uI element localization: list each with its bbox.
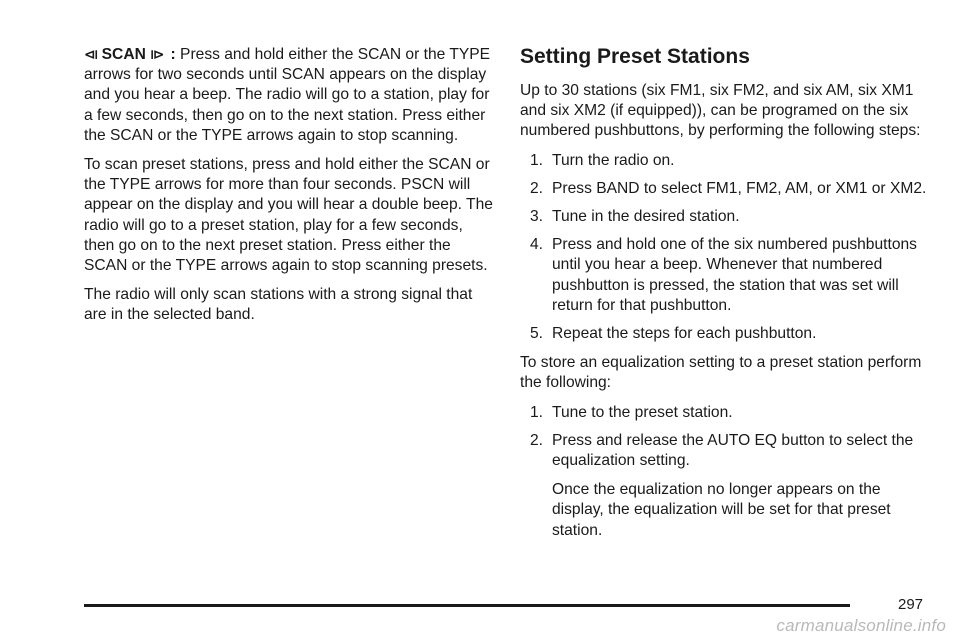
step-text: Tune in the desired station. — [552, 208, 740, 226]
preset-steps-list — [520, 151, 930, 345]
step-text: Press and hold one of the six numbered pushbuttons until you hear a beep. Whenever that numbered pushbutton is pressed, the station that was set will return for that pushbutton. — [552, 236, 917, 314]
eq-intro: To store an equalization setting to a preset station perform the following: — [520, 354, 922, 392]
scan-label: SCAN — [101, 46, 146, 63]
step-text: Turn the radio on. — [552, 151, 675, 169]
eq-note: Once the equalization no longer appears on the display, the equalization will be set for that preset station. — [552, 481, 891, 539]
section-heading: Setting Preset Stations — [520, 45, 750, 68]
step-text: Press BAND to select FM1, FM2, AM, or XM1 or XM2. — [552, 179, 927, 197]
left-column — [84, 44, 494, 335]
list-item — [520, 207, 930, 227]
scan-paragraph — [84, 44, 494, 146]
list-item — [520, 431, 930, 471]
list-item — [520, 151, 930, 171]
scan-colon: : — [170, 46, 176, 63]
step-text: Tune to the preset station. — [552, 403, 733, 421]
step-number: 2. — [530, 179, 544, 197]
page-number: 297 — [898, 596, 924, 613]
list-item — [520, 403, 930, 423]
seek-right-arrow-icon: ⧐ — [149, 46, 165, 62]
list-item — [520, 324, 930, 344]
step-number: 2. — [530, 431, 544, 449]
seek-left-arrow-icon: ⧏ — [84, 46, 99, 62]
watermark: carmanualsonline.info — [776, 616, 946, 635]
scan-presets-paragraph: To scan preset stations, press and hold either the SCAN or the TYPE arrows for more than four seconds. PSCN will appear on the display and you will hear a double beep. The radio will go to a preset station, play for a few seconds, then go on to the next preset station. Press either the SCAN or the TYPE arrows again to stop scanning presets. — [84, 156, 493, 275]
step-number: 1. — [530, 151, 544, 169]
step-number: 1. — [530, 403, 544, 421]
preset-intro: Up to 30 stations (six FM1, six FM2, and six AM, six XM1 and six XM2 (if equipped)), can be programed on the six numbered pushbuttons, by performing the following steps: — [520, 82, 921, 140]
footer-rule — [84, 604, 850, 607]
right-column — [520, 44, 930, 549]
scan-signal-paragraph: The radio will only scan stations with a strong signal that are in the selected band. — [84, 286, 473, 324]
step-text: Repeat the steps for each pushbutton. — [552, 325, 817, 343]
eq-steps-list — [520, 403, 930, 472]
step-number: 3. — [530, 208, 544, 226]
step-number: 5. — [530, 325, 544, 343]
step-number: 4. — [530, 236, 544, 254]
list-item — [520, 179, 930, 199]
step-text: Press and release the AUTO EQ button to select the equalization setting. — [552, 431, 914, 470]
scan-text: Press and hold either the SCAN or the TYPE arrows for two seconds until SCAN appears on the display and you hear a beep. The radio will go to a station, play for a few seconds, then go on to the next station. Press either the SCAN or the TYPE arrows again to stop scanning. — [84, 46, 491, 144]
list-item — [520, 235, 930, 316]
